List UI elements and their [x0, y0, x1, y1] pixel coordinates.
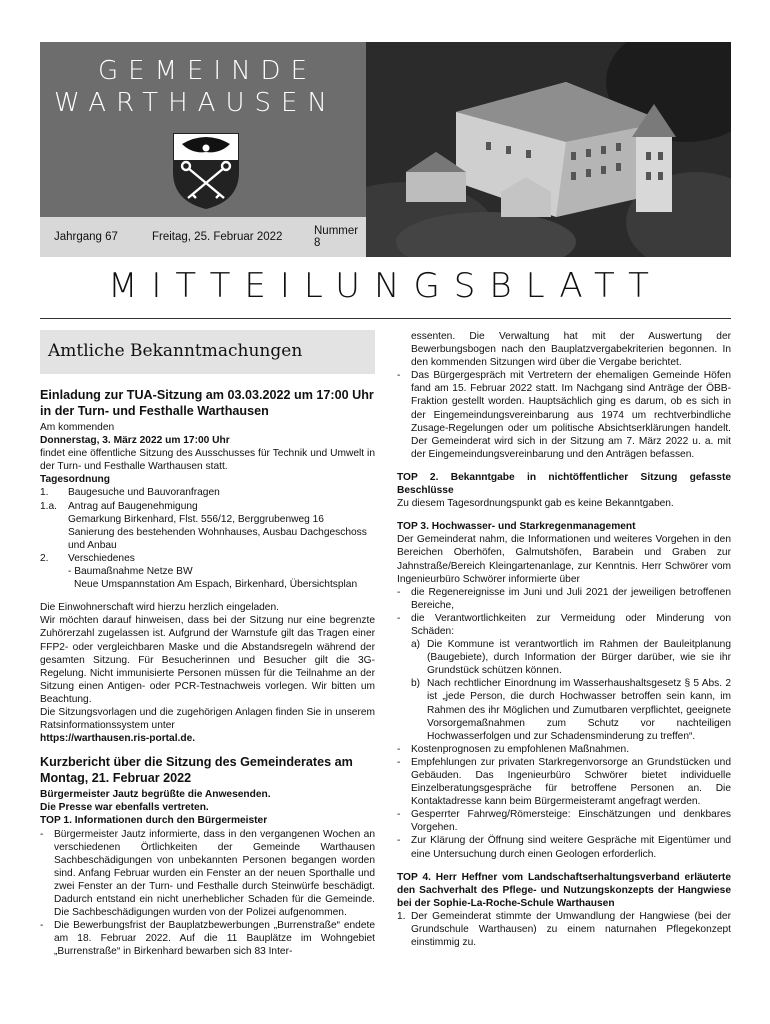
- coat-of-arms-icon: [172, 132, 240, 210]
- municipality-title-line2: WARTHAUSEN: [54, 88, 337, 118]
- agenda-item-detail: Sanierung des bestehenden Wohnhauses, Ausbau Dachgeschoss und Anbau: [68, 526, 367, 551]
- list-item: - Kostenprognosen zu empfohlenen Maßnahmen.: [397, 743, 630, 755]
- section-heading: Amtliche Bekanntmachungen: [40, 330, 375, 374]
- top3-heading: TOP 3. Hochwasser- und Starkregenmanagement: [397, 521, 636, 533]
- docs-text: Die Sitzungsvorlagen und die zugehörigen Anlagen finden Sie in unserem Ratsinformationssystem unter: [40, 706, 375, 732]
- masthead-title-panel: [40, 42, 366, 257]
- agenda-item-detail: - Baumaßnahme Netze BW: [68, 566, 193, 578]
- top2-heading: TOP 2. Bekanntgabe in nichtöffentlicher Sitzung gefasste Beschlüsse: [397, 471, 731, 497]
- list-item: - die Verantwortlichkeiten zur Vermeidung oder Minderung von Schäden:: [397, 612, 731, 637]
- issue-info-bar: [40, 217, 366, 257]
- issue-date: Freitag, 25. Februar 2022: [152, 231, 283, 243]
- kurzbericht-heading: Kurzbericht über die Sitzung des Gemeinderates am Montag, 21. Februar 2022: [40, 755, 353, 785]
- tua-heading: Einladung zur TUA-Sitzung am 03.03.2022 um 17:00 Uhr in der Turn- und Festhalle Warthausen: [40, 388, 374, 418]
- kurzbericht-bold-line: Die Presse war ebenfalls vertreten.: [40, 802, 209, 814]
- sub-list-item: a) Die Kommune ist verantwortlich im Rahmen der Bauleitplanung (Baugebiete), durch Information der Bürger darüber, wie sie ihr Grundstück schützen können.: [411, 639, 731, 677]
- agenda-item: 1. Baugesuche und Bauvoranfragen: [40, 487, 220, 499]
- issue-number: Nummer 8: [314, 225, 359, 249]
- list-item: - Empfehlungen zur privaten Starkregenvorsorge an Grundstücken und Gebäuden. Das Ingenieurbüro Schwörer bietet individuelle Einzelberatungsgespräche für betroffene Personen an. Die Kontaktadresse kann beim Bürgermeisteramt angefragt werden.: [397, 756, 731, 808]
- ris-portal-link[interactable]: https://warthausen.ris-portal.de.: [40, 733, 196, 745]
- invite-text: Die Einwohnerschaft wird hierzu herzlich eingeladen.: [40, 602, 279, 614]
- list-item: - Bürgermeister Jautz informierte, dass in den vergangenen Wochen an verschiedenen Örtlichkeiten der Gemeinde Warthausen Sachbeschädigungen von unbekannten Personen begangen worden sind. Anfang Februar wurden ein Fenster an der neuen Sporthalle und zwei Fenster an der Turn- und Festhalle durch Steinwürfe beschädigt. Dadurch entstand ein nicht unerheblicher Schaden für die Gemeinde. Die Sachbeschädigungen wurden von der Polizei aufgenommen.: [40, 828, 375, 919]
- list-item: - Zur Klärung der Öffnung sind weitere Gespräche mit Eigentümer und eine Untersuchung durch einen Geologen erforderlich.: [397, 835, 731, 860]
- list-item: - die Regenereignisse im Juni und Juli 2021 der jeweiligen betroffenen Bereiche,: [397, 586, 731, 611]
- top1-heading: TOP 1. Informationen durch den Bürgermeister: [40, 815, 268, 827]
- top3-intro: Der Gemeinderat nahm, die Informationen und weiteres Vorgehen in den Bereichen Oberhöfen, Galmutshöfen, Barabein und Graben zur Jahnstraße/Bereich Kleingartenanlage, zur Kenntnis. Herr Schwörer vom Ingenieurbüro Schwörer informierte über: [397, 534, 731, 585]
- top2-text: Zu diesem Tagesordnungspunkt gab es keine Bekanntgaben.: [397, 498, 674, 510]
- agenda-item: 1.a. Antrag auf Baugenehmigung: [40, 500, 198, 512]
- sub-list-item: b) Nach rechtlicher Einordnung im Wasserhaushaltsgesetz § 5 Abs. 2 ist „jede Person, die durch Hochwasser betroffen sein kann, im Rahmen des ihr Möglichen und Zumutbaren verpflichtet, geeignete Vorsorgemaßnahmen zum Schutz vor nachteiligen Hochwasserfolgen und zur Schadensminderung zu treffen“.: [411, 678, 731, 742]
- agenda-item-detail: Gemarkung Birkenhard, Flst. 556/12, Berggrubenweg 16: [68, 513, 324, 525]
- volume-label: Jahrgang 67: [54, 231, 118, 243]
- agenda-item: 2. Verschiedenes: [40, 552, 135, 564]
- newsletter-title: MITTEILUNGSBLATT: [108, 266, 663, 306]
- continued-text: essenten. Die Verwaltung hat mit der Auswertung der Bewerbungsbogen nach den Bauplatzvergabekriterien begonnen. In den kommenden Sitzungen wird über die Vergabe berichtet.: [411, 331, 731, 369]
- list-item: 1. Der Gemeinderat stimmte der Umwandlung der Hangwiese (bei der Grundschule Warthausen) zu einem naturnahen Pflegekonzept einstimmig zu.: [397, 910, 731, 949]
- castle-photo: [366, 42, 731, 257]
- tua-description: findet eine öffentliche Sitzung des Ausschusses für Technik und Umwelt in der Turn- und Festhalle Warthausen statt.: [40, 448, 375, 473]
- left-column: [40, 330, 375, 958]
- agenda-item-detail: Neue Umspannstation Am Espach, Birkenhard, Übersichtsplan: [74, 579, 358, 591]
- list-item: - Die Bewerbungsfrist der Bauplatzbewerbungen „Burrenstraße“ endete am 18. Februar 2022. Auf die 11 Bauplätze im Wohngebiet „Burrenstraße“ in Birkenhard bewarben sich 83 Inter-: [40, 920, 375, 958]
- kurzbericht-bold-line: Bürgermeister Jautz begrüßte die Anwesenden.: [40, 789, 271, 801]
- castle-illustration: [366, 42, 731, 257]
- title-divider: [40, 318, 731, 319]
- tua-date: Donnerstag, 3. März 2022 um 17:00 Uhr: [40, 435, 230, 447]
- municipality-title-line1: GEMEINDE: [98, 56, 318, 86]
- masthead: [40, 42, 731, 257]
- tua-intro: Am kommenden: [40, 422, 115, 433]
- agenda-title: Tagesordnung: [40, 474, 110, 486]
- right-column: [397, 330, 731, 949]
- notice-text: Wir möchten darauf hinweisen, dass bei der Sitzung nur eine begrenzte Zuhörerzahl zugelassen ist. Aufgrund der Warnstufe gilt das Tragen einer FFP2- oder vergleichbaren Maske und die Abstandsregeln während der gesamten Sitzung. Für Besucherinnen und Besucher gilt die 3G-Regelung. Nicht immunisierte Personen müssen für die Teilnahme an der Sitzung einen Antigen- oder PCR-Testnachweis vorlegen. Wir bitten um Beachtung.: [40, 615, 375, 705]
- list-item: - Das Bürgergespräch mit Vertretern der ehemaligen Gemeinde Höfen fand am 15. Februar 2022 statt. Im Nachgang sind Anträge der ÖBB-Fraktion gestellt worden. Hauptsächlich ging es darum, ob es sich in der Eingemeindungsvereinbarung aus 1974 um rechtverbindliche Zusage-Regelungen oder um politische Absichtserklärungen handelt. Der Gemeinderat wird sich in der Sitzung am 7. März 2022 u. a. mit der Eingemeindungsvereinbarung und den Anträgen befassen.: [397, 370, 731, 460]
- top4-heading: TOP 4. Herr Heffner vom Landschaftserhaltungsverband erläuterte den Sachverhalt des Pflege- und Nutzungskonzepts der Hangwiese bei der Sophie-La-Roche-Schule Warthausen: [397, 871, 731, 909]
- list-item: - Gesperrter Fahrweg/Römersteige: Einschätzungen und denkbares Vorgehen.: [397, 809, 731, 834]
